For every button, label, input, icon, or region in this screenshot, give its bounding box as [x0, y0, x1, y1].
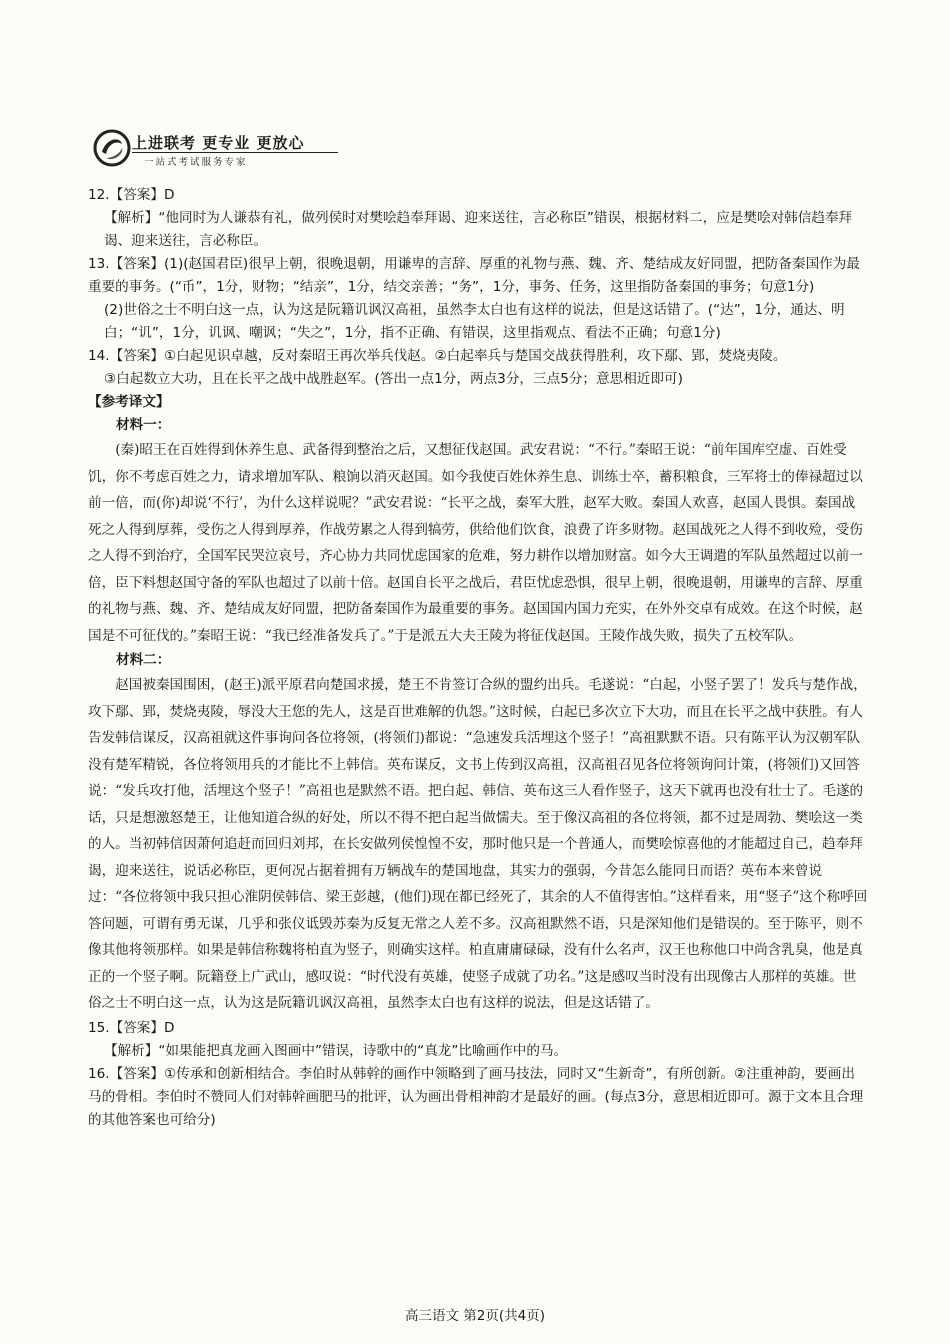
q14-answer-part1: 14.【答案】①白起见识卓越，反对秦昭王再次举兵伐赵。②白起率兵与楚国交战获得胜利，攻下鄢、郢，焚烧夷陵。	[88, 348, 787, 364]
q13-answer-part1: 13.【答案】(1)(赵国君臣)很早上朝，很晚退朝，用谦卑的言辞、厚重的礼物与燕、魏、齐、楚结成友好同盟，把防备秦国作为最重要的事务。(“币”，1分，财物；“结亲”，1分，结交亲善；“务”，1分，事务、任务，这里指防备秦国的事务；句意1分)	[88, 256, 860, 295]
material-two-heading: 材料二：	[116, 652, 171, 668]
q15-answer: 15.【答案】D	[88, 1019, 175, 1036]
q15-explanation: 【解析】“如果能把真龙画入图画中”错误，诗歌中的“真龙”比喻画作中的马。	[104, 1042, 568, 1059]
brand-divider	[132, 152, 338, 153]
q13-answer-part2: (2)世俗之士不明白这一点，认为这是阮籍讥讽汉高祖，虽然李太白也有这样的说法，但是这话错了。(“达”，1分，通达、明白；“讥”，1分，讥讽、嘲讽；“失之”，1分，指不正确、有错误，这里指观点、看法不正确；句意1分)	[104, 302, 845, 341]
brand-logo-icon	[92, 128, 132, 168]
brand-subtitle: 一站式考试服务专家	[144, 157, 248, 168]
page-footer: 高三语文 第2页(共4页)	[404, 1308, 545, 1324]
q14-answer-part2: ③白起数立大功，且在长平之战中战胜赵军。(答出一点1分，两点3分，三点5分；意思相近即可)	[104, 371, 683, 387]
q12-answer: 12.【答案】D	[88, 187, 175, 203]
reference-translation-heading: 【参考译文】	[88, 394, 170, 410]
brand-header	[92, 128, 352, 176]
q16-answer: 16.【答案】①传承和创新相结合。李伯时从韩幹的画作中领略到了画马技法，同时又“生新奇”，有所创新。②注重神韵，要画出马的骨相。李伯时不赞同人们对韩幹画肥马的批评，认为画出骨相神韵才是最好的画。(每点3分，意思相近即可。源于文本且合理的其他答案也可给分)	[88, 1065, 864, 1128]
material-one-heading: 材料一：	[116, 417, 171, 433]
brand-title: 上进联考 更专业 更放心	[132, 134, 305, 152]
material-two-text: 赵国被秦国围困，(赵王)派平原君向楚国求援，楚王不肯签订合纵的盟约出兵。毛遂说：“白起，小竖子罢了！发兵与楚作战，攻下鄢、郢，焚烧夷陵，辱没大王您的先人，这是百世难解的仇怨。”这时候，白起已多次立下大功，而且在长平之战中获胜。有人告发韩信谋反，汉高祖就这件事询问各位将领，(将领们)都说：“急速发兵活埋这个竖子！”高祖默默不语。只有陈平认为汉朝军队没有楚军精锐，各位将领用兵的才能比不上韩信。英布谋反，文书上传到汉高祖，汉高祖召见各位将领询问计策，(将领们)又回答说：“发兵攻打他，活埋这个竖子！”高祖也是默然不语。把白起、韩信、英布这三人看作竖子，这天下就再也没有壮士了。毛遂的话，只是想激怒楚王，让他知道合纵的好处，所以不得不把白起当做懦夫。至于像汉高祖的各位将领，都不过是周勃、樊哙这一类的人。当初韩信因萧何追赶而回归刘邦，在长安做列侯惶惶不安，那时他只是一个普通人，而樊哙惊喜他的才能超过自己，趋奉拜谒，迎来送往，说话必称臣，更何况占据着拥有万辆战车的楚国地盘，其实力的强弱，今昔怎么能同日而语？英布本来曾说过：“各位将领中我只担心淮阴侯韩信、梁王彭越，(他们)现在都已经死了，其余的人不值得害怕。”这样看来，用“竖子”这个称呼回答问题，可谓有勇无谋，几乎和张仪诋毁苏秦为反复无常之人差不多。汉高祖默然不语，只是深知他们是错误的。至于陈平，则不像其他将领那样。如果是韩信称魏将柏直为竖子，则确实这样。柏直庸庸碌碌，没有什么名声，汉王也称他口中尚含乳臭，他是真正的一个竖子啊。阮籍登上广武山，感叹说：“时代没有英雄，使竖子成就了功名。”这是感叹当时没有出现像古人那样的英雄。世俗之士不明白这一点，认为这是阮籍讥讽汉高祖，虽然李太白也有这样的说法，但是这话错了。	[88, 677, 868, 1011]
answer-content	[88, 184, 868, 1132]
material-one-text: (秦)昭王在百姓得到休养生息、武备得到整治之后，又想征伐赵国。武安君说：“不行。”秦昭王说：“前年国库空虚、百姓受饥，你不考虑百姓之力，请求增加军队、粮饷以消灭赵国。如今我使百姓休养生息、训练士卒，蓄积粮食，三军将士的俸禄超过以前一倍，而(你)却说‘不行’，为什么这样说呢？”武安君说：“长平之战，秦军大胜，赵军大败。秦国人欢喜，赵国人畏惧。秦国战死之人得到厚葬，受伤之人得到厚养，作战劳累之人得到犒劳，供给他们饮食，浪费了许多财物。赵国战死之人得不到收殓，受伤之人得不到治疗，全国军民哭泣哀号，齐心协力共同忧虑国家的危难，努力耕作以增加财富。如今大王调遣的军队虽然超过以前一倍，臣下料想赵国守备的军队也超过了以前十倍。赵国自长平之战后，君臣忧虑恐惧，很早上朝，很晚退朝，用谦卑的言辞、厚重的礼物与燕、魏、齐、楚结成友好同盟，把防备秦国作为最重要的事务。赵国国内国力充实，在外外交卓有成效。在这个时候，赵国是不可征伐的。”秦昭王说：“我已经准备发兵了。”于是派五大夫王陵为将征伐赵国。王陵作战失败，损失了五校军队。	[88, 442, 863, 644]
q12-explanation: 【解析】“他同时为人谦恭有礼，做列侯时对樊哙趋奉拜谒、迎来送往，言必称臣”错误，根据材料二，应是樊哙对韩信趋奉拜谒、迎来送往，言必称臣。	[104, 210, 853, 249]
